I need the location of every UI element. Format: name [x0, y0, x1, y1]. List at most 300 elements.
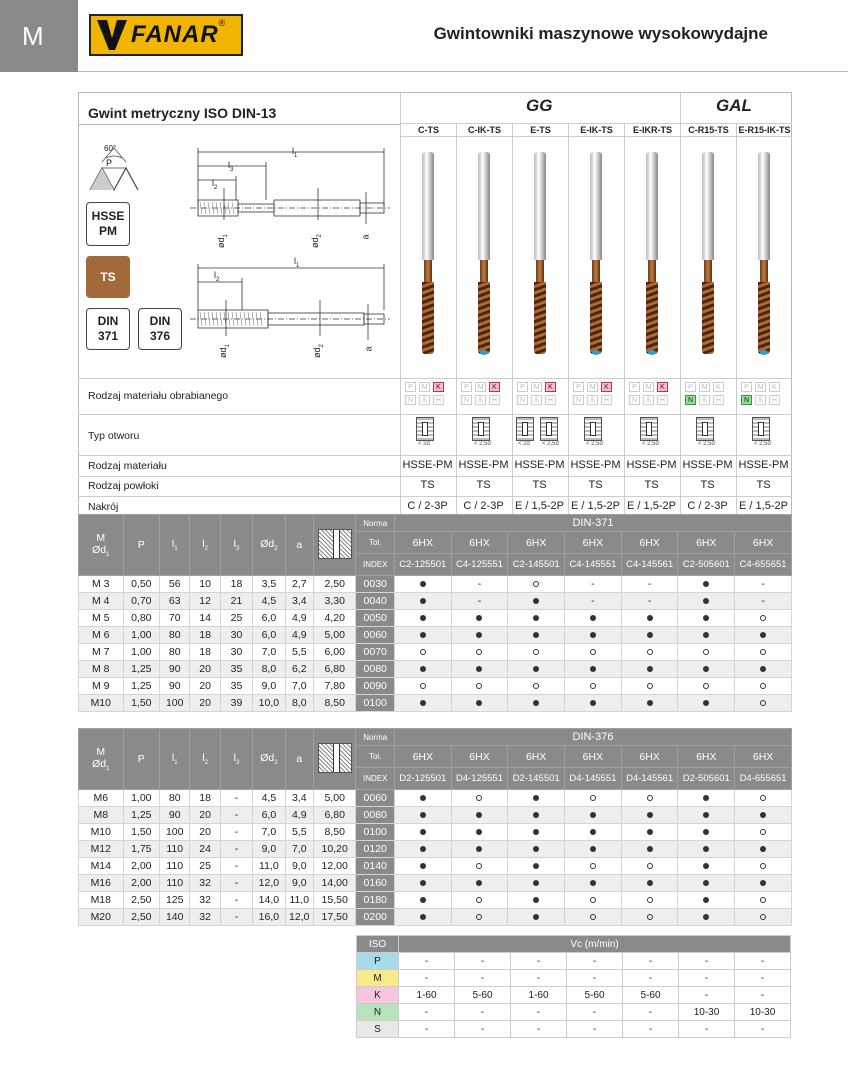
nakroj-vals: E / 1,5-2P: [515, 500, 564, 512]
material-grid: [741, 382, 785, 408]
material-p: P: [461, 382, 472, 392]
hole-label: < 2,5d: [754, 441, 771, 447]
on-order-circle: [647, 795, 653, 801]
on-order-circle: [533, 683, 539, 689]
available-dot: [647, 615, 653, 621]
material-vals: HSSE-PM: [402, 459, 453, 471]
row-divider: [400, 136, 792, 137]
index-code: D4-145561: [621, 768, 678, 790]
on-order-circle: [590, 795, 596, 801]
material-n: N: [461, 395, 472, 405]
col-l2: $l_2$: [190, 729, 220, 790]
dim-label-a: a: [363, 346, 374, 352]
available-dot: [590, 632, 596, 638]
tap-image: [533, 152, 547, 360]
document-title: Gwintowniki maszynowe wysokowydajne: [433, 24, 768, 43]
col-a: a: [285, 515, 313, 576]
material-h: H: [545, 395, 556, 405]
available-dot: [703, 829, 709, 835]
available-dot: [533, 880, 539, 886]
group-gal: GAL: [716, 96, 752, 115]
hole-type: [460, 417, 504, 447]
material-k: K: [489, 382, 500, 392]
available-dot: [590, 880, 596, 886]
material-m: M: [699, 382, 710, 392]
available-dot: [420, 846, 426, 852]
nakroj-vals: C / 2-3P: [687, 500, 728, 512]
available-dot: [647, 880, 653, 886]
row-label-rodzaj-powloki: Rodzaj powłoki: [88, 480, 159, 492]
index-code: C4-145551: [565, 554, 622, 576]
material-n: N: [573, 395, 584, 405]
index-code: D2-125501: [394, 768, 451, 790]
row-divider: [78, 496, 792, 497]
index-code: C2-145501: [508, 554, 565, 576]
material-m: M: [531, 382, 542, 392]
table-row: M 8 1,25 90 20 35 8,0 6,2 6,80 0080: [79, 661, 792, 678]
coating-vals: TS: [700, 479, 715, 491]
available-dot: [703, 914, 709, 920]
available-dot: [703, 666, 709, 672]
on-order-circle: [647, 649, 653, 655]
table-row: M18 2,50 125 32 - 14,0 11,0 15,50 0180: [79, 892, 792, 909]
on-order-circle: [476, 683, 482, 689]
material-grid: [685, 382, 729, 408]
hole-icon: [584, 417, 602, 441]
col-divider: [400, 92, 401, 516]
available-dot: [647, 846, 653, 852]
available-dot: [703, 897, 709, 903]
available-dot: [420, 897, 426, 903]
on-order-circle: [590, 863, 596, 869]
drill-icon: [318, 529, 352, 559]
column-header: C-IK-TS: [468, 125, 501, 135]
row-label-material-obr: Rodzaj materiału obrabianego: [88, 390, 229, 402]
on-order-circle: [476, 897, 482, 903]
material-p: P: [517, 382, 528, 392]
available-dot: [420, 829, 426, 835]
tol-value: 6HX: [565, 532, 622, 554]
vc-row: M - - - - - - -: [357, 970, 791, 987]
material-vals: HSSE-PM: [570, 459, 621, 471]
hole-label: < 2,5d: [642, 441, 659, 447]
nakroj-vals: C / 2-3P: [407, 500, 448, 512]
table-row: M 4 0,70 63 12 21 4,5 3,4 3,30 0040 - - - -: [79, 593, 792, 610]
tol-value: 6HX: [735, 746, 792, 768]
tap-image: [645, 152, 659, 360]
available-dot: [533, 846, 539, 852]
col-d2: $Ød_2$: [253, 729, 285, 790]
available-dot: [533, 812, 539, 818]
coating-vals: TS: [644, 479, 659, 491]
table-row: M 6 1,00 80 18 30 6,0 4,9 5,00 0060: [79, 627, 792, 644]
vc-row: K 1-60 5-60 1-60 5-60 5-60 - -: [357, 987, 791, 1004]
col-divider: [736, 124, 737, 516]
col-d2: $Ød_2$: [253, 515, 285, 576]
tol-value: 6HX: [451, 532, 508, 554]
on-order-circle: [760, 829, 766, 835]
din371-badge: DIN 371: [86, 308, 130, 350]
hole-icon: [416, 417, 434, 441]
logo-chevron-icon: [95, 16, 129, 54]
row-divider: [78, 378, 792, 379]
index-code: D2-505601: [678, 768, 735, 790]
available-dot: [703, 812, 709, 818]
material-p: P: [573, 382, 584, 392]
coating-vals: TS: [420, 479, 435, 491]
on-order-circle: [760, 897, 766, 903]
material-grid: [517, 382, 561, 408]
available-dot: [533, 829, 539, 835]
group-gg: GG: [526, 96, 553, 115]
tap-image: [477, 152, 491, 360]
vc-row: S - - - - - - -: [357, 1021, 791, 1038]
din376-badge: DIN 376: [138, 308, 182, 350]
vc-table: ISO Vc (m/min) P - - - - - - - M - - - - - - - K 1-60 5-60 1-60 5-60 5-60 - - N - - - - - 10-30 10-30 S - - - - - - -: [356, 935, 791, 1038]
tol-value: 6HX: [508, 746, 565, 768]
table-row: M8 1,25 90 20 - 6,0 4,9 6,80 0080: [79, 807, 792, 824]
available-dot: [703, 632, 709, 638]
logo-reg: ®: [218, 18, 226, 28]
material-k: K: [769, 382, 780, 392]
dim-label-d2: $ød_2$: [312, 344, 325, 358]
material-grid: [573, 382, 617, 408]
row-divider: [400, 123, 792, 124]
index-code: D4-145551: [565, 768, 622, 790]
on-order-circle: [703, 649, 709, 655]
available-dot: [533, 632, 539, 638]
hole-type: [516, 417, 560, 447]
available-dot: [533, 700, 539, 706]
material-h: H: [713, 395, 724, 405]
hole-type: [740, 417, 784, 447]
column-header: E-TS: [530, 125, 551, 135]
tol-value: 6HX: [451, 746, 508, 768]
material-p: P: [629, 382, 640, 392]
material-vals: HSSE-PM: [514, 459, 565, 471]
hole-icon: [516, 417, 534, 441]
available-dot: [703, 581, 709, 587]
material-s: S: [587, 395, 598, 405]
table-row: M14 2,00 110 25 - 11,0 9,0 12,00 0140: [79, 858, 792, 875]
index-code: D2-145501: [508, 768, 565, 790]
tol-value: 6HX: [621, 532, 678, 554]
hole-icon: [472, 417, 490, 441]
available-dot: [647, 666, 653, 672]
on-order-circle: [760, 863, 766, 869]
available-dot: [760, 632, 766, 638]
nakroj-vals: E / 1,5-2P: [571, 500, 620, 512]
material-s: S: [699, 395, 710, 405]
available-dot: [647, 700, 653, 706]
tol-value: 6HX: [565, 746, 622, 768]
norm-value: DIN-371: [394, 515, 791, 532]
on-order-circle: [590, 897, 596, 903]
hole-type: [572, 417, 616, 447]
drill-symbol: [313, 515, 356, 576]
material-k: K: [601, 382, 612, 392]
available-dot: [703, 863, 709, 869]
index-code: C2-505601: [678, 554, 735, 576]
available-dot: [420, 666, 426, 672]
hole-label: < 2,5d: [698, 441, 715, 447]
available-dot: [647, 829, 653, 835]
col-divider: [680, 92, 681, 516]
fanar-logo: [89, 14, 243, 56]
coating-vals: TS: [756, 479, 771, 491]
on-order-circle: [476, 863, 482, 869]
on-order-circle: [533, 581, 539, 587]
hole-type: [404, 417, 448, 447]
material-m: M: [587, 382, 598, 392]
ts-coating-badge: TS: [86, 256, 130, 298]
row-divider: [78, 455, 792, 456]
hsse-pm-badge: HSSE PM: [86, 202, 130, 246]
dim-label-d1: $ød_1$: [218, 344, 231, 358]
available-dot: [760, 846, 766, 852]
col-a: a: [285, 729, 313, 790]
available-dot: [703, 846, 709, 852]
on-order-circle: [703, 683, 709, 689]
available-dot: [533, 914, 539, 920]
tap-image: [757, 152, 771, 360]
angle-label: 60°: [104, 144, 117, 153]
on-order-circle: [590, 683, 596, 689]
available-dot: [533, 863, 539, 869]
available-dot: [420, 615, 426, 621]
col-m: M $Ød_1$: [79, 729, 124, 790]
available-dot: [533, 897, 539, 903]
hole-type: [628, 417, 672, 447]
dim-label-l2: $l_2$: [212, 178, 218, 191]
drill-icon: [318, 743, 352, 773]
column-header: E-R15-IK-TS: [738, 125, 791, 135]
material-m: M: [475, 382, 486, 392]
col-l1: $l_1$: [160, 515, 190, 576]
available-dot: [760, 812, 766, 818]
material-m: M: [755, 382, 766, 392]
on-order-circle: [476, 795, 482, 801]
available-dot: [590, 829, 596, 835]
row-label-typ-otworu: Typ otworu: [88, 430, 140, 442]
available-dot: [760, 666, 766, 672]
norm-value: DIN-376: [394, 729, 791, 746]
available-dot: [420, 581, 426, 587]
table-row: M12 1,75 110 24 - 9,0 7,0 10,20 0120: [79, 841, 792, 858]
material-p: P: [741, 382, 752, 392]
tap-dimension-drawing: [186, 140, 392, 362]
material-k: K: [545, 382, 556, 392]
col-m: M $Ød_1$: [79, 515, 124, 576]
material-s: S: [475, 395, 486, 405]
material-vals: HSSE-PM: [626, 459, 677, 471]
on-order-circle: [647, 863, 653, 869]
vc-row: N - - - - - 10-30 10-30: [357, 1004, 791, 1021]
material-h: H: [489, 395, 500, 405]
table-row: M10 1,50 100 20 39 10,0 8,0 8,50 0100: [79, 695, 792, 712]
hole-label: < 2,5d: [474, 441, 491, 447]
index-code: D4-655651: [735, 768, 792, 790]
din376-table: M $Ød_1$ P $l_1$ $l_2$ $l_3$ $Ød_2$ a Norma DIN-376 Tol. 6HX 6HX 6HX 6HX 6HX 6HX 6HX INDEX D2-125501 D4-125551 D2-145501 D4-145551 D4-145561 D2-505601 D4-655651 M6 1,00 80 18 - 4,5 3,4 5,00 0060 M8 1,25 90 20 - 6,0 4,9 6,80 0080 M10 1,50 100 20 - 7,0 5,5 8,50 0100 M12 1,75 110 24 - 9,0 7,0 10,20 0120 M14 2,00 110 25 - 11,0 9,0 12,00 0140 M16 2,00 110 32 - 12,0 9,0 14,00 0160 M18 2,50 125 32 - 14,0 11,0 15,50 0180 M20 2,50 140 32 - 16,0 12,0 17,50 0200: [78, 728, 792, 926]
tol-value: 6HX: [621, 746, 678, 768]
available-dot: [590, 700, 596, 706]
available-dot: [476, 880, 482, 886]
on-order-circle: [533, 649, 539, 655]
available-dot: [420, 598, 426, 604]
available-dot: [703, 615, 709, 621]
nakroj-vals: C / 2-3P: [463, 500, 504, 512]
coating-vals: TS: [588, 479, 603, 491]
on-order-circle: [476, 914, 482, 920]
row-divider: [78, 414, 792, 415]
col-p: P: [123, 729, 159, 790]
material-n: N: [685, 395, 696, 405]
col-l3: $l_3$: [220, 515, 252, 576]
available-dot: [590, 846, 596, 852]
title-divider: [78, 124, 400, 125]
dim-label-l2: $l_2$: [214, 270, 220, 283]
col-l2: $l_2$: [190, 515, 220, 576]
material-s: S: [755, 395, 766, 405]
on-order-circle: [590, 649, 596, 655]
nakroj-vals: E / 1,5-2P: [627, 500, 676, 512]
on-order-circle: [760, 649, 766, 655]
page-header: [0, 0, 848, 72]
dim-label-a: a: [360, 234, 371, 240]
vc-row: P - - - - - - -: [357, 953, 791, 970]
col-divider: [512, 124, 513, 516]
material-h: H: [657, 395, 668, 405]
material-m: M: [643, 382, 654, 392]
on-order-circle: [760, 615, 766, 621]
col-divider: [456, 124, 457, 516]
on-order-circle: [760, 683, 766, 689]
available-dot: [647, 812, 653, 818]
available-dot: [476, 615, 482, 621]
table-row: M6 1,00 80 18 - 4,5 3,4 5,00 0060: [79, 790, 792, 807]
tol-value: 6HX: [394, 532, 451, 554]
material-grid: [405, 382, 449, 408]
table-row: M10 1,50 100 20 - 7,0 5,5 8,50 0100: [79, 824, 792, 841]
logo-text: FANAR: [131, 21, 219, 48]
available-dot: [476, 829, 482, 835]
material-s: S: [643, 395, 654, 405]
material-grid: [629, 382, 673, 408]
material-p: P: [405, 382, 416, 392]
column-header: C-TS: [418, 125, 439, 135]
available-dot: [476, 700, 482, 706]
material-h: H: [769, 395, 780, 405]
on-order-circle: [760, 795, 766, 801]
material-p: P: [685, 382, 696, 392]
material-vals: HSSE-PM: [738, 459, 789, 471]
col-l3: $l_3$: [220, 729, 252, 790]
row-label-nakroj: Nakrój: [88, 501, 119, 513]
available-dot: [647, 632, 653, 638]
available-dot: [590, 615, 596, 621]
tap-image: [421, 152, 435, 360]
dim-label-l1: $l_1$: [294, 256, 300, 269]
tol-value: 6HX: [678, 746, 735, 768]
on-order-circle: [760, 700, 766, 706]
available-dot: [420, 863, 426, 869]
material-n: N: [629, 395, 640, 405]
index-code: C4-655651: [735, 554, 792, 576]
material-vals: HSSE-PM: [458, 459, 509, 471]
material-n: N: [741, 395, 752, 405]
table-row: M 9 1,25 90 20 35 9,0 7,0 7,80 0090: [79, 678, 792, 695]
on-order-circle: [760, 914, 766, 920]
section-title: Gwint metryczny ISO DIN-13: [88, 105, 277, 121]
hole-icon: [640, 417, 658, 441]
row-label-rodzaj-materialu: Rodzaj materiału: [88, 460, 167, 472]
tap-image: [589, 152, 603, 360]
hole-type: [684, 417, 728, 447]
dim-label-d1: $ød_1$: [216, 234, 229, 248]
available-dot: [703, 795, 709, 801]
on-order-circle: [647, 914, 653, 920]
hole-label: < 2,5d: [586, 441, 603, 447]
col-divider: [624, 124, 625, 516]
material-n: N: [517, 395, 528, 405]
material-k: K: [433, 382, 444, 392]
hole-icon: [540, 417, 558, 441]
available-dot: [476, 632, 482, 638]
material-s: S: [419, 395, 430, 405]
on-order-circle: [420, 683, 426, 689]
material-s: S: [531, 395, 542, 405]
pitch-label: P: [106, 158, 113, 168]
available-dot: [703, 880, 709, 886]
on-order-circle: [420, 649, 426, 655]
available-dot: [703, 598, 709, 604]
tol-value: 6HX: [678, 532, 735, 554]
available-dot: [760, 880, 766, 886]
material-h: H: [433, 395, 444, 405]
available-dot: [420, 795, 426, 801]
available-dot: [420, 914, 426, 920]
column-header: C-R15-TS: [688, 125, 729, 135]
dim-label-l3: $l_3$: [228, 160, 234, 173]
available-dot: [476, 812, 482, 818]
table-row: M 3 0,50 56 10 18 3,5 2,7 2,50 0030 - - - -: [79, 576, 792, 593]
available-dot: [590, 666, 596, 672]
material-k: K: [657, 382, 668, 392]
available-dot: [533, 598, 539, 604]
hole-label: < 2d: [518, 441, 530, 447]
available-dot: [590, 812, 596, 818]
index-code: C2-125501: [394, 554, 451, 576]
available-dot: [703, 700, 709, 706]
material-k: K: [713, 382, 724, 392]
available-dot: [533, 666, 539, 672]
index-code: C4-125551: [451, 554, 508, 576]
index-code: D4-125551: [451, 768, 508, 790]
drill-symbol: [313, 729, 356, 790]
available-dot: [533, 795, 539, 801]
coating-vals: TS: [476, 479, 491, 491]
col-l1: $l_1$: [160, 729, 190, 790]
on-order-circle: [647, 897, 653, 903]
dim-label-l1: $l_1$: [292, 146, 298, 159]
material-h: H: [601, 395, 612, 405]
col-p: P: [123, 515, 159, 576]
tap-image: [701, 152, 715, 360]
hole-label: < 2d: [418, 441, 430, 447]
table-row: M 7 1,00 80 18 30 7,0 5,5 6,00 0070: [79, 644, 792, 661]
column-header: E-IK-TS: [580, 125, 613, 135]
hole-label: < 2,5d: [542, 441, 559, 447]
